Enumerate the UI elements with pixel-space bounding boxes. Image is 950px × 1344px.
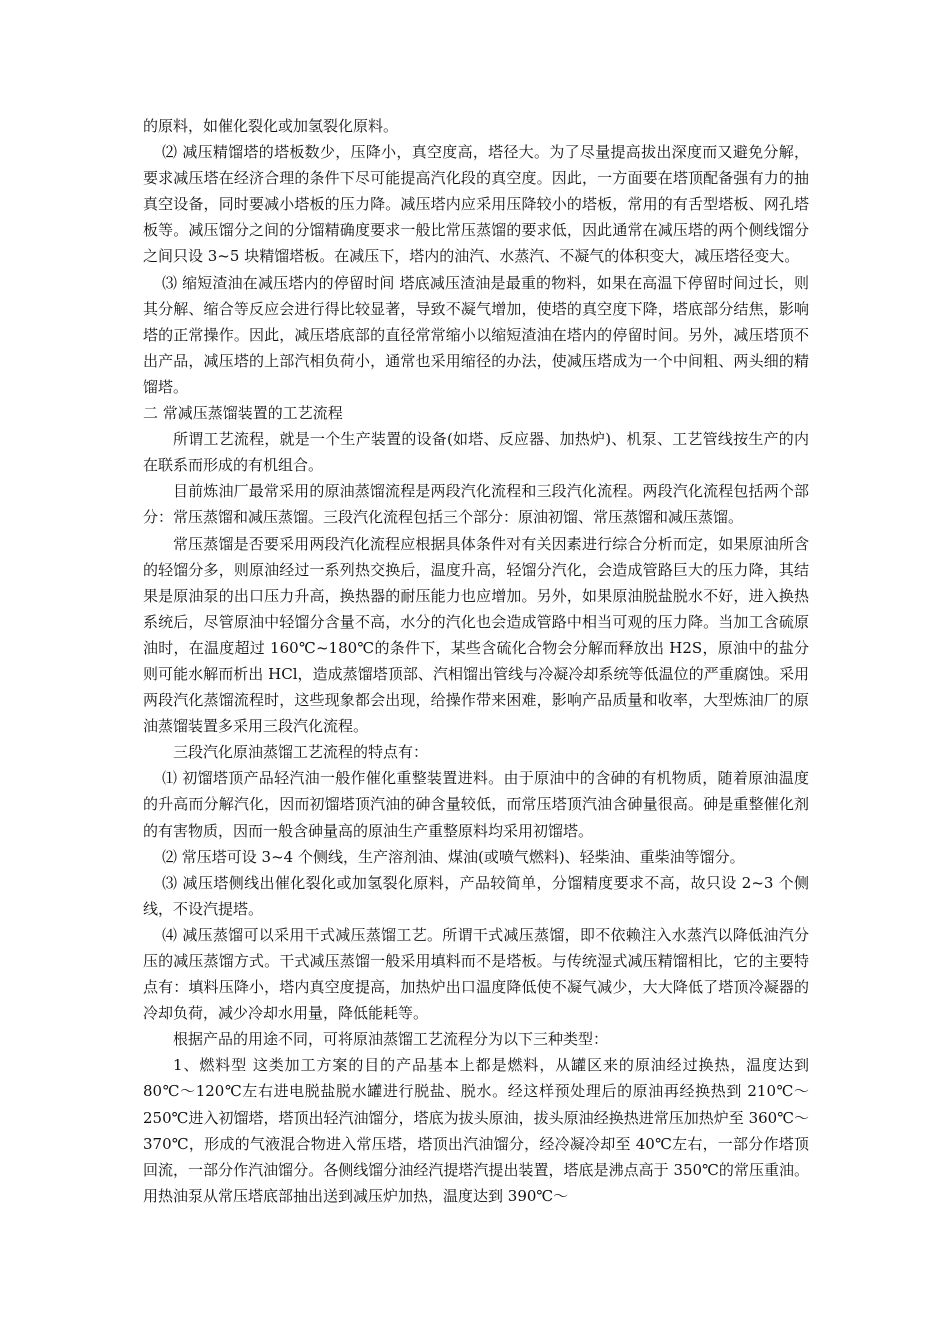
paragraph-6: 目前炼油厂最常采用的原油蒸馏流程是两段汽化流程和三段汽化流程。两段汽化流程包括两个部分：常压蒸馏和减压蒸馏。三段汽化流程包括三个部分：原油初馏、常压蒸馏和减压蒸馏。	[143, 482, 809, 527]
paragraph-9: ⑴ 初馏塔顶产品轻汽油一般作催化重整装置进料。由于原油中的含砷的有机物质，随着原油温度的升高而分解汽化，因而初馏塔顶汽油的砷含量较低，而常压塔顶汽油含砷量很高。砷是重整催化剂的有害物质，因而一般含砷量高的原油生产重整原料均采用初馏塔。	[143, 769, 809, 840]
paragraph-8: 三段汽化原油蒸馏工艺流程的特点有：	[173, 743, 429, 762]
paragraph-7: 常压蒸馏是否要采用两段汽化流程应根据具体条件对有关因素进行综合分析而定，如果原油所含的轻馏分多，则原油经过一系列热交换后，温度升高，轻馏分汽化，会造成管路巨大的压力降，其结果是原油泵的出口压力升高，换热器的耐压能力也应增加。另外，如果原油脱盐脱水不好，进入换热系统后，尽管原油中轻馏分含量不高，水分的汽化也会造成管路中相当可观的压力降。当加工含硫原油时，在温度超过 160℃~180℃的条件下，某些含硫化合物会分解而释放出 H2S，原油中的盐分则可能水解而析出 HCl，造成蒸馏塔顶部、汽相馏出管线与冷凝冷却系统等低温位的严重腐蚀。采用两段汽化蒸馏流程时，这些现象都会出现，给操作带来困难，影响产品质量和收率，大型炼油厂的原油蒸馏装置多采用三段汽化流程。	[143, 534, 809, 736]
paragraph-3: ⑶ 缩短渣油在减压塔内的停留时间 塔底减压渣油是最重的物料，如果在高温下停留时间过长，则其分解、缩合等反应会进行得比较显著，导致不凝气增加，使塔的真空度下降，塔底部分结焦，影响塔的正常操作。因此，减压塔底部的直径常常缩小以缩短渣油在塔内的停留时间。另外，减压塔顶不出产品，减压塔的上部汽相负荷小，通常也采用缩径的办法，使减压塔成为一个中间粗、两头细的精馏塔。	[143, 273, 809, 396]
section-heading: 二 常减压蒸馏装置的工艺流程	[143, 404, 343, 423]
paragraph-2: ⑵ 减压精馏塔的塔板数少，压降小，真空度高，塔径大。为了尽量提高拔出深度而又避免分解，要求减压塔在经济合理的条件下尽可能提高汽化段的真空度。因此，一方面要在塔顶配备强有力的抽真空设备，同时要减小塔板的压力降。减压塔内应采用压降较小的塔板，常用的有舌型塔板、网孔塔板等。减压馏分之间的分馏精确度要求一般比常压蒸馏的要求低，因此通常在减压塔的两个侧线馏分之间只设 3~5 块精馏塔板。在减压下，塔内的油汽、水蒸汽、不凝气的体积变大，减压塔径变大。	[143, 143, 809, 266]
paragraph-12: ⑷ 减压蒸馏可以采用干式减压蒸馏工艺。所谓干式减压蒸馏，即不依赖注入水蒸汽以降低油汽分压的减压蒸馏方式。干式减压蒸馏一般采用填料而不是塔板。与传统湿式减压精馏相比，它的主要特点有：填料压降小，塔内真空度提高，加热炉出口温度降低使不凝气减少，大大降低了塔顶冷凝器的冷却负荷，减少冷却水用量，降低能耗等。	[143, 925, 809, 1023]
paragraph-13: 根据产品的用途不同，可将原油蒸馏工艺流程分为以下三种类型：	[173, 1030, 609, 1049]
paragraph-10: ⑵ 常压塔可设 3~4 个侧线，生产溶剂油、煤油(或喷气燃料)、轻柴油、重柴油等馏分。	[162, 847, 745, 866]
paragraph-1: 的原料，如催化裂化或加氢裂化原料。	[143, 117, 399, 135]
paragraph-14: 1、燃料型 这类加工方案的目的产品基本上都是燃料，从罐区来的原油经过换热，温度达到 80℃～120℃左右进电脱盐脱水罐进行脱盐、脱水。经这样预处理后的原油再经换热到 210℃～250℃进入初馏塔，塔顶出轻汽油馏分，塔底为拔头原油，拔头原油经换热进常压加热炉至 360℃～370℃，形成的气液混合物进入常压塔，塔顶出汽油馏分，经冷凝冷却至 40℃左右，一部分作塔顶回流，一部分作汽油馏分。各侧线馏分油经汽提塔汽提出装置，塔底是沸点高于 350℃的常压重油。用热油泵从常压塔底部抽出送到减压炉加热，温度达到 390℃～	[143, 1056, 809, 1205]
paragraph-11: ⑶ 减压塔侧线出催化裂化或加氢裂化原料，产品较简单，分馏精度要求不高，故只设 2~3 个侧线，不设汽提塔。	[143, 873, 809, 918]
paragraph-5: 所谓工艺流程，就是一个生产装置的设备(如塔、反应器、加热炉)、机泵、工艺管线按生产的内在联系而形成的有机组合。	[143, 430, 809, 475]
document-page	[143, 113, 809, 1209]
